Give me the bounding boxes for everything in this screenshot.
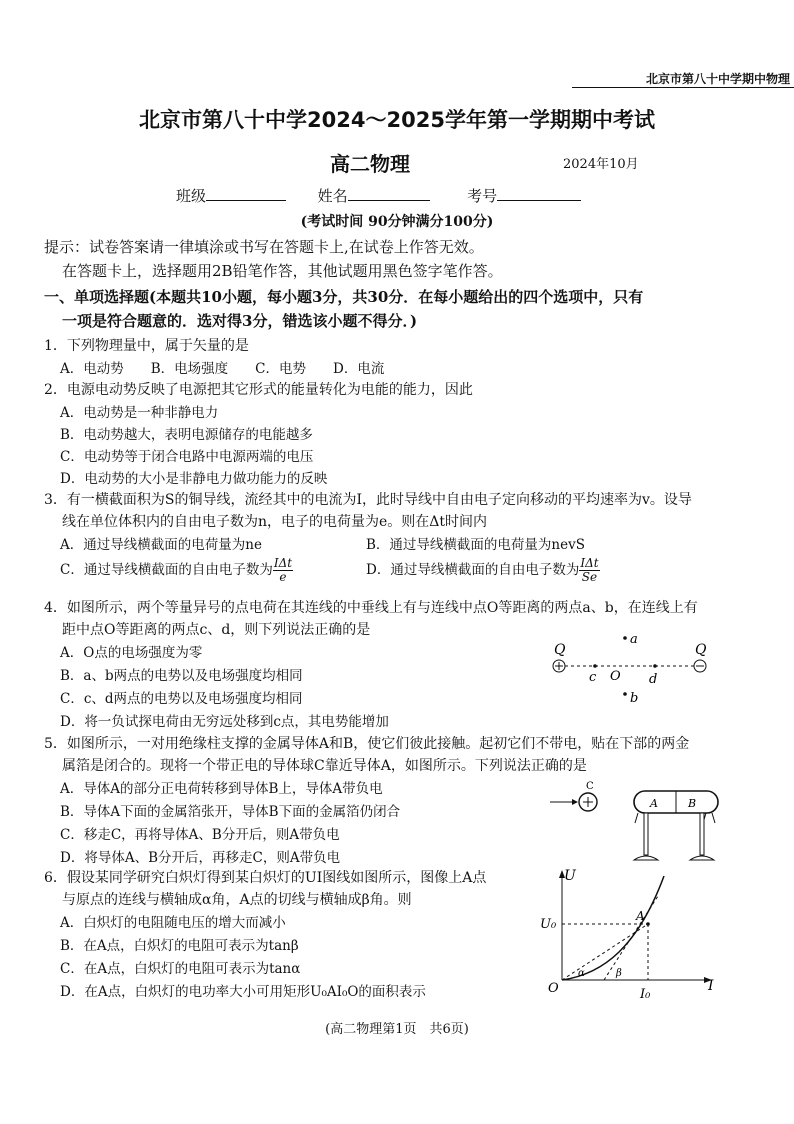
q6-label-u0: U₀: [540, 917, 557, 932]
q6-label-o: O: [548, 981, 559, 996]
q2-option-b: B．电动势越大，表明电源储存的电能越多: [60, 427, 313, 443]
q6-option-c: C．在A点，白炽灯的电阻可表示为tanα: [60, 961, 301, 977]
q5-bases: [634, 856, 714, 860]
q2-stem: 2．电源电动势反映了电源把其它形式的能量转化为电能的能力，因此: [44, 382, 473, 398]
q3-option-d-fraction: [579, 557, 599, 584]
student-fields: [176, 185, 581, 206]
q1-stem: 1．下列物理量中，属于矢量的是: [44, 338, 249, 354]
q6-stem-2: 与原点的连线与横轴成α角，A点的切线与横轴成β角。则: [62, 892, 412, 908]
q6-curve: [562, 876, 664, 980]
notice-line-2: 在答题卡上，选择题用2B铅笔作答，其他试题用黑色签字笔作答。: [62, 262, 503, 280]
q5-option-c: C．移走C，再将导体A、B分开后，则A带负电: [60, 827, 340, 843]
q3-option-c: [60, 557, 293, 584]
q5-stand-right: [700, 813, 704, 855]
q4-label-a: a: [630, 632, 638, 647]
q6-stem-1: 6．假设某同学研究白炽灯得到某白炽灯的UI图线如图所示，图像上A点: [44, 870, 487, 886]
q4-label-q-right: Q: [695, 642, 707, 658]
class-label: 班级: [176, 187, 207, 205]
section-heading-2: 一项是符合题意的．选对得3分，错选该小题不得分．): [62, 312, 418, 330]
header-rule: [572, 87, 794, 88]
q4-option-c: C．c、d两点的电势以及电场强度均相同: [60, 691, 303, 707]
q4-label-q-left: Q: [554, 642, 566, 658]
q4-label-c: c: [589, 670, 597, 685]
q6-option-d: D．在A点，白炽灯的电功率大小可用矩形U₀AI₀O的面积表示: [60, 984, 426, 1000]
header-right: 北京市第八十中学期中物理: [645, 72, 790, 86]
notice-line-1: 提示：试卷答案请一律填涂或书写在答题卡上,在试卷上作答无效。: [44, 238, 484, 256]
q5-stem-1: 5．如图所示，一对用绝缘柱支撑的金属导体A和B，使它们彼此接触。起初它们不带电，贴在下部的两金: [44, 736, 690, 752]
exam-title: 北京市第八十中学2024～2025学年第一学期期中考试: [139, 108, 655, 132]
q3-d-denominator: Se: [581, 570, 598, 584]
q4-point-d: [653, 664, 657, 668]
q3-c-denominator: e: [279, 570, 287, 584]
q5-option-d: D．将导体A、B分开后，再移走C，则A带负电: [60, 850, 341, 866]
q3-stem-1: 3．有一横截面积为S的铜导线，流经其中的电流为I，此时导线中自由电子定向移动的平均速率为v。设导: [44, 492, 692, 508]
q6-label-beta: β: [616, 968, 622, 979]
q5-option-a: A．导体A的部分正电荷转移到导体B上，导体A带负电: [60, 781, 383, 797]
q6-option-a: A．白炽灯的电阻随电压的增大而减小: [60, 915, 286, 931]
q4-label-b: b: [630, 691, 639, 706]
q4-option-d: D．将一负试探电荷由无穷远处移到c点，其电势能增加: [60, 714, 389, 730]
name-label: 姓名: [317, 187, 348, 205]
q6-label-u: U: [564, 868, 576, 884]
q3-d-numerator: IΔt: [580, 556, 599, 570]
q3-c-numerator: IΔt: [273, 556, 293, 570]
q5-stand-left: [644, 813, 648, 855]
q6-option-b: B．在A点，白炽灯的电阻可表示为tanβ: [60, 938, 299, 954]
subject-title: 高二物理: [330, 152, 410, 176]
q2-option-c: C．电动势等于闭合电路中电源两端的电压: [60, 449, 314, 465]
q4-point-c: [593, 664, 597, 668]
q4-stem-1: 4．如图所示，两个等量异号的点电荷在其连线的中垂线上有与连线中点O等距离的两点a、b，在连线上有: [44, 600, 698, 616]
q5-stem-2: 属箔是闭合的。现将一个带正电的导体球C靠近导体A，如图所示。下列说法正确的是: [62, 758, 587, 774]
class-blank[interactable]: [206, 186, 286, 201]
page-footer: (高二物理第1页 共6页): [325, 1022, 469, 1037]
q5-label-c: C: [586, 781, 594, 792]
q3-option-c-fraction: [273, 557, 293, 584]
q1-options: A．电动势 B．电场强度 C．电势 D．电流: [60, 361, 385, 377]
q3-option-d: [366, 557, 600, 584]
q4-stem-2: 距中点O等距离的两点c、d，则下列说法正确的是: [62, 622, 371, 638]
q2-option-a: A．电动势是一种非静电力: [60, 405, 219, 421]
exam-date: 2024年10月: [563, 157, 639, 172]
q4-label-o: O: [610, 669, 621, 684]
section-heading-1: 一、单项选择题(本题共10小题，每小题3分，共30分．在每小题给出的四个选项中，只有: [44, 288, 644, 306]
q3-option-b: B．通过导线横截面的电荷量为nevS: [366, 537, 585, 553]
number-blank[interactable]: [497, 186, 581, 201]
q5-label-b: B: [688, 797, 697, 810]
q4-charges-figure: [545, 628, 720, 710]
q5-label-a: A: [650, 797, 658, 810]
q6-label-a: A: [636, 909, 645, 923]
q4-point-b: [623, 692, 627, 696]
q6-point-a: [646, 922, 650, 926]
number-label: 考号: [467, 187, 498, 205]
q3-option-a: A．通过导线横截面的电荷量为ne: [60, 537, 262, 553]
q4-option-a: A．O点的电场强度为零: [60, 645, 203, 661]
q4-option-b: B．a、b两点的电势以及电场强度均相同: [60, 668, 303, 684]
q5-conductors-figure: [548, 780, 728, 866]
q4-label-d: d: [649, 672, 658, 687]
name-blank[interactable]: [348, 186, 430, 201]
q4-point-a: [623, 636, 627, 640]
q3-option-c-text: C．通过导线横截面的自由电子数为: [60, 562, 273, 578]
q6-label-alpha: α: [578, 968, 585, 979]
q3-option-d-text: D．通过导线横截面的自由电子数为: [366, 562, 580, 578]
q6-tangent: [604, 896, 658, 980]
q6-label-i0: I₀: [640, 987, 651, 1002]
exam-time: (考试时间 90分钟满分100分): [300, 214, 494, 230]
q5-option-b: B．导体A下面的金属箔张开，导体B下面的金属箔仍闭合: [60, 804, 401, 820]
q6-ui-graph: [534, 866, 724, 1006]
q6-label-i: I: [708, 978, 714, 994]
q2-option-d: D．电动势的大小是非静电力做功能力的反映: [60, 471, 328, 487]
q3-stem-2: 线在单位体积内的自由电子数为n，电子的电荷量为e。则在Δt时间内: [62, 514, 488, 530]
